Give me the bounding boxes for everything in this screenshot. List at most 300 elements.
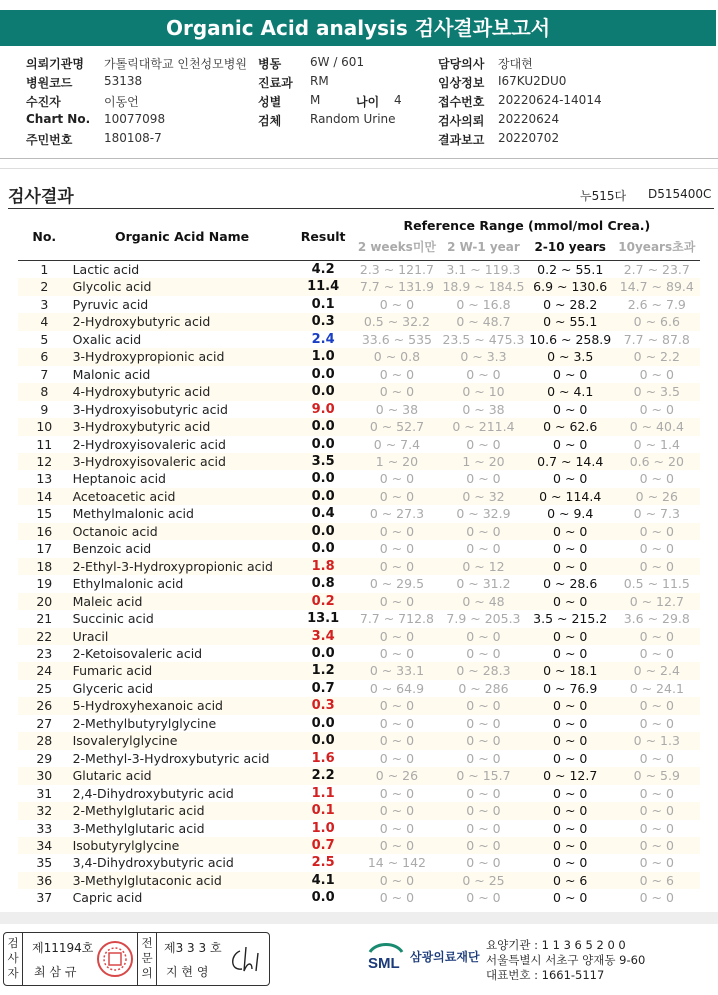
result-value: 1.0: [311, 820, 335, 836]
code-value: 53138: [104, 74, 143, 88]
ref-2weeks: 33.6 ~ 535: [361, 331, 432, 347]
subheader-10years: 10years초과: [618, 240, 696, 254]
result-value: 0.2: [293, 593, 354, 610]
specialist-name: 지 현 영: [166, 965, 209, 979]
result-value: 13.1: [307, 611, 340, 627]
ref-2weeks: 2.3 ~ 121.7: [359, 262, 434, 277]
table-row: [18, 820, 700, 837]
request-value: 20220624: [498, 112, 560, 126]
ref-2-10years: 0 ~ 0: [527, 523, 614, 540]
row-number: 33: [36, 820, 53, 836]
org-code: 요양기관 : 1 1 3 6 5 2 0 0: [486, 938, 626, 952]
row-number: 29: [36, 750, 53, 766]
ref-2w-1year: 0 ~ 0: [440, 697, 527, 714]
ref-2-10years: 0 ~ 0: [527, 593, 614, 610]
acid-name: Benzoic acid: [72, 541, 152, 557]
ref-10years: 0 ~ 2.2: [614, 348, 700, 365]
ref-2-10years: 0 ~ 28.6: [543, 576, 598, 592]
ward-label: 병동: [258, 57, 282, 71]
specialist-vertical-label: 전 문 의: [141, 936, 153, 980]
ref-10years: 0 ~ 26: [614, 488, 700, 505]
row-number: 37: [36, 890, 53, 906]
signature-box: [3, 932, 270, 986]
ref-2weeks: 0 ~ 26: [354, 767, 440, 784]
ref-2weeks: 0 ~ 0: [354, 488, 440, 505]
result-value: 11.4: [293, 278, 354, 295]
test-code: 누515다: [580, 189, 627, 203]
ref-2w-1year: 0 ~ 32.9: [456, 506, 511, 522]
result-value: 0.0: [311, 436, 335, 452]
row-number: 32: [18, 802, 71, 819]
ref-2weeks: 0 ~ 0: [379, 820, 415, 836]
acid-name: Uracil: [71, 628, 293, 645]
ref-2-10years: 0 ~ 76.9: [543, 680, 598, 696]
ref-10years: 0 ~ 40.4: [614, 418, 700, 435]
ref-2weeks: 7.7 ~ 131.9: [354, 278, 440, 295]
ref-10years: 2.7 ~ 23.7: [623, 262, 690, 277]
result-value: 0.1: [311, 296, 335, 312]
acid-name: 3-Hydroxypropionic acid: [71, 348, 293, 365]
ref-2weeks: 0 ~ 27.3: [369, 506, 425, 522]
row-number: 10: [18, 418, 71, 435]
divider: [0, 168, 718, 169]
table-row: [18, 750, 700, 767]
row-number: 25: [36, 680, 53, 696]
ref-2weeks: 0 ~ 38: [375, 401, 419, 417]
ref-2w-1year: 0 ~ 0: [466, 541, 501, 557]
ref-10years: 0 ~ 0: [614, 558, 700, 575]
row-number: 14: [18, 488, 71, 505]
table-row: [18, 662, 700, 679]
row-number: 36: [18, 872, 71, 889]
ref-2weeks: 14 ~ 142: [367, 855, 427, 871]
ref-2w-1year: 0 ~ 28.3: [440, 662, 527, 679]
org-address: 서울특별시 서초구 양재동 9-60: [486, 953, 646, 967]
ref-2-10years: 0 ~ 28.2: [543, 296, 598, 312]
code-label: 병원코드: [26, 76, 73, 90]
table-row: [18, 575, 700, 592]
ref-2w-1year: 0 ~ 211.4: [440, 418, 527, 435]
patient-info: [26, 55, 706, 150]
col-result: Result: [300, 228, 346, 244]
table-row: [18, 418, 700, 435]
table-row: [18, 540, 700, 557]
acid-name: 2-Methyl-3-Hydroxybutyric acid: [72, 750, 270, 766]
row-number: 18: [18, 558, 71, 575]
table-row: [18, 802, 700, 819]
ref-2w-1year: 23.5 ~ 475.3: [442, 331, 525, 347]
ref-2weeks: 7.7 ~ 712.8: [359, 611, 434, 627]
ref-10years: 0 ~ 2.4: [614, 662, 700, 679]
acid-name: Isovalerylglycine: [71, 732, 293, 749]
ref-2weeks: 0 ~ 0: [379, 296, 415, 312]
ref-2w-1year: 0 ~ 0: [466, 715, 501, 731]
ref-2weeks: 0 ~ 0: [354, 628, 440, 645]
ref-10years: 0 ~ 0: [639, 541, 674, 557]
result-value: 4.1: [293, 872, 354, 889]
table-row: [18, 488, 700, 505]
result-value: 2.4: [311, 331, 335, 347]
ref-2w-1year: 0 ~ 0: [466, 855, 501, 871]
ref-2w-1year: 7.9 ~ 205.3: [446, 611, 521, 627]
ref-2weeks: 0 ~ 0: [354, 523, 440, 540]
ref-10years: 0 ~ 0: [639, 401, 674, 417]
col-name: Organic Acid Name: [114, 228, 250, 244]
row-number: 8: [18, 383, 71, 400]
table-row: [18, 785, 700, 802]
acid-name: Maleic acid: [71, 593, 293, 610]
ref-2-10years: 10.6 ~ 258.9: [529, 331, 612, 347]
result-value: 0.0: [293, 418, 354, 435]
ref-10years: 0 ~ 6: [614, 872, 700, 889]
acid-name: 3-Methylglutaric acid: [72, 820, 205, 836]
ref-10years: 0 ~ 6.6: [614, 313, 700, 330]
ref-2w-1year: 0 ~ 0: [466, 471, 501, 487]
table-row: [18, 889, 700, 906]
ref-10years: 0 ~ 0: [614, 837, 700, 854]
row-number: 26: [18, 697, 71, 714]
result-value: 0.0: [311, 471, 335, 487]
table-row: [18, 278, 700, 295]
ref-2w-1year: 0 ~ 0: [466, 645, 501, 661]
ref-2weeks: 0 ~ 33.1: [354, 662, 440, 679]
ref-2weeks: 0 ~ 0: [379, 645, 415, 661]
table-row: [18, 697, 700, 714]
result-value: 1.1: [311, 785, 335, 801]
acid-name: 2-Ethyl-3-Hydroxypropionic acid: [71, 558, 293, 575]
ref-2weeks: 0 ~ 0: [379, 750, 415, 766]
ref-2w-1year: 0 ~ 0: [466, 750, 501, 766]
row-number: 15: [36, 506, 53, 522]
acid-name: 3,4-Dihydroxybutyric acid: [72, 855, 234, 871]
row-number: 22: [18, 628, 71, 645]
ref-10years: 0 ~ 0: [614, 802, 700, 819]
ref-10years: 0 ~ 0: [614, 523, 700, 540]
row-number: 21: [36, 611, 53, 627]
ref-2w-1year: 0 ~ 0: [440, 523, 527, 540]
divider: [0, 158, 718, 159]
acid-name: 3-Hydroxyisovaleric acid: [71, 453, 293, 470]
result-value: 1.2: [293, 662, 354, 679]
ref-2weeks: 0 ~ 52.7: [354, 418, 440, 435]
ref-2w-1year: 0 ~ 0: [466, 820, 501, 836]
ref-2w-1year: 3.1 ~ 119.3: [446, 262, 521, 277]
acid-name: Glycolic acid: [71, 278, 293, 295]
ref-2weeks: 0 ~ 29.5: [369, 576, 425, 592]
ref-2-10years: 0.2 ~ 55.1: [537, 262, 604, 277]
chart-label: Chart No.: [26, 112, 91, 126]
table-row: [18, 680, 700, 697]
ref-2w-1year: 0 ~ 16.8: [456, 296, 511, 312]
ref-10years: 0 ~ 0: [614, 628, 700, 645]
ref-2w-1year: 0 ~ 0: [440, 732, 527, 749]
result-value: 0.3: [293, 697, 354, 714]
table-row: [18, 296, 700, 313]
org-info: [486, 938, 645, 983]
ref-2-10years: 6.9 ~ 130.6: [527, 278, 614, 295]
ref-10years: 7.7 ~ 87.8: [623, 331, 690, 347]
dept-label: 진료과: [258, 76, 293, 90]
result-value: 0.0: [293, 523, 354, 540]
ref-2weeks: 0 ~ 0: [379, 471, 415, 487]
collector-value: 이동언: [104, 95, 139, 109]
ref-2-10years: 0 ~ 0: [527, 558, 614, 575]
result-value: 0.8: [311, 576, 335, 592]
ref-2-10years: 0 ~ 0: [527, 628, 614, 645]
row-number: 35: [36, 855, 53, 871]
table-row: [18, 715, 700, 732]
table-row: [18, 628, 700, 645]
table-row: [18, 593, 700, 610]
table-row: [18, 645, 700, 662]
results-body: [18, 261, 700, 907]
subheader-2w-1year: 2 W-1 year: [447, 239, 520, 254]
ref-2weeks: 0 ~ 64.9: [369, 680, 425, 696]
report-value: 20220702: [498, 131, 560, 145]
row-number: 17: [36, 541, 53, 557]
subheader-2weeks: 2 weeks미만: [357, 240, 437, 254]
acid-name: 2-Methylglutaric acid: [71, 802, 293, 819]
ref-2w-1year: 0 ~ 31.2: [456, 576, 511, 592]
ref-2weeks: 0 ~ 0: [379, 366, 415, 382]
acid-name: 2,4-Dihydroxybutyric acid: [72, 785, 234, 801]
dept-value: RM: [310, 74, 329, 88]
ref-2-10years: 3.5 ~ 215.2: [533, 611, 608, 627]
ref-2w-1year: 0 ~ 10: [440, 383, 527, 400]
ref-2w-1year: 0 ~ 0: [466, 890, 501, 906]
request-label: 검사의뢰: [438, 114, 485, 128]
id-value: 180108-7: [104, 131, 162, 145]
ref-2w-1year: 0 ~ 15.7: [440, 767, 527, 784]
table-row: [18, 261, 700, 279]
sml-logo-icon: [366, 940, 406, 972]
acid-name: 3-Hydroxybutyric acid: [71, 418, 293, 435]
acid-name: 2-Hydroxybutyric acid: [71, 313, 293, 330]
ref-2weeks: 0 ~ 0: [354, 802, 440, 819]
table-row: [18, 348, 700, 365]
result-value: 0.0: [293, 383, 354, 400]
ref-2w-1year: 0 ~ 38: [462, 401, 505, 417]
result-value: 1.8: [293, 558, 354, 575]
ref-10years: 0 ~ 0: [614, 697, 700, 714]
ref-2-10years: 0 ~ 62.6: [527, 418, 614, 435]
seal-stamp: [96, 939, 134, 979]
ref-2-10years: 0 ~ 0: [553, 750, 588, 766]
ref-2weeks: 1 ~ 20: [354, 453, 440, 470]
ref-2weeks: 0 ~ 7.4: [373, 436, 421, 452]
ref-2-10years: 0 ~ 6: [527, 872, 614, 889]
signature: [226, 941, 264, 977]
acid-name: Ethylmalonic acid: [72, 576, 184, 592]
result-value: 0.0: [311, 645, 335, 661]
ref-2-10years: 0 ~ 0: [553, 855, 588, 871]
test-code-2: D515400C: [648, 187, 712, 201]
result-value: 0.0: [311, 366, 335, 382]
table-row: [18, 610, 700, 627]
ref-2-10years: 0 ~ 0: [553, 366, 588, 382]
ref-10years: 0.6 ~ 20: [614, 453, 700, 470]
row-number: 3: [40, 296, 49, 312]
row-number: 1: [40, 262, 49, 277]
ref-2weeks: 0 ~ 0: [379, 890, 415, 906]
ref-2-10years: 0 ~ 0: [527, 837, 614, 854]
ref-2-10years: 0 ~ 55.1: [527, 313, 614, 330]
specimen-value: Random Urine: [310, 112, 396, 126]
ref-2w-1year: 0 ~ 286: [458, 680, 509, 696]
table-row: [18, 470, 700, 487]
ref-2-10years: 0 ~ 0: [553, 785, 588, 801]
section-title: 검사결과: [8, 187, 74, 207]
table-row: [18, 854, 700, 871]
row-number: 16: [18, 523, 71, 540]
ref-2w-1year: 0 ~ 25: [440, 872, 527, 889]
acid-name: Glyceric acid: [72, 680, 154, 696]
acid-name: 3-Methylglutaconic acid: [71, 872, 293, 889]
table-row: [18, 767, 700, 784]
ref-2-10years: 0 ~ 0: [527, 697, 614, 714]
ref-2weeks: 0 ~ 0: [354, 697, 440, 714]
ref-10years: 0 ~ 0: [639, 471, 674, 487]
ref-2-10years: 0.7 ~ 14.4: [527, 453, 614, 470]
row-number: 27: [36, 715, 53, 731]
row-number: 4: [18, 313, 71, 330]
doctor-value: 장대현: [498, 57, 533, 71]
acid-name: Succinic acid: [72, 611, 154, 627]
ref-2-10years: 0 ~ 18.1: [527, 662, 614, 679]
results-table-wrap: [18, 215, 700, 907]
age-label: 나이: [356, 95, 380, 109]
ref-10years: 0 ~ 3.5: [614, 383, 700, 400]
acid-name: 2-Hydroxyisovaleric acid: [72, 436, 226, 452]
ref-2-10years: 0 ~ 0: [553, 471, 588, 487]
clinical-value: I67KU2DU0: [498, 74, 567, 88]
row-number: 19: [36, 576, 53, 592]
ref-2-10years: 0 ~ 0: [553, 645, 588, 661]
ref-10years: 0 ~ 24.1: [629, 680, 684, 696]
ref-2weeks: 0 ~ 0: [379, 715, 415, 731]
ref-2weeks: 0 ~ 0: [379, 785, 415, 801]
row-number: 34: [18, 837, 71, 854]
table-row: [18, 331, 700, 348]
row-number: 6: [18, 348, 71, 365]
result-value: 0.0: [293, 488, 354, 505]
acid-name: Lactic acid: [72, 262, 140, 277]
table-row: [18, 837, 700, 854]
ref-10years: 0 ~ 7.3: [633, 506, 680, 522]
subheader-2-10years: 2-10 years: [534, 239, 606, 254]
ref-2weeks: 0 ~ 0: [379, 541, 415, 557]
table-row: [18, 558, 700, 575]
ref-10years: 0 ~ 0: [639, 750, 674, 766]
acid-name: 2-Methylbutyrylglycine: [72, 715, 217, 731]
table-row: [18, 732, 700, 749]
acid-name: Malonic acid: [72, 366, 151, 382]
acid-name: Glutaric acid: [71, 767, 293, 784]
receipt-label: 접수번호: [438, 95, 485, 109]
tester-vertical-label: 검 사 자: [7, 936, 19, 980]
ref-2-10years: 0 ~ 3.5: [527, 348, 614, 365]
chart-value: 10077098: [104, 112, 166, 126]
acid-name: Octanoic acid: [71, 523, 293, 540]
doctor-label: 담당의사: [438, 57, 485, 71]
ref-2-10years: 0 ~ 0: [527, 732, 614, 749]
ref-10years: 0 ~ 0: [639, 785, 674, 801]
ref-2-10years: 0 ~ 0: [553, 401, 588, 417]
specimen-label: 검체: [258, 114, 282, 128]
ref-10years: 0 ~ 0: [639, 366, 674, 382]
divider: [8, 208, 714, 209]
ref-2-10years: 0 ~ 4.1: [527, 383, 614, 400]
ref-2weeks: 0 ~ 0: [354, 732, 440, 749]
ref-2w-1year: 1 ~ 20: [440, 453, 527, 470]
footer-band: [0, 912, 718, 924]
row-number: 31: [36, 785, 53, 801]
ref-2w-1year: 0 ~ 0: [440, 837, 527, 854]
ref-2w-1year: 0 ~ 0: [466, 436, 501, 452]
result-value: 0.7: [293, 837, 354, 854]
ref-2weeks: 0 ~ 0: [354, 872, 440, 889]
table-row: [18, 383, 700, 400]
ref-10years: 0 ~ 1.3: [614, 732, 700, 749]
age-value: 4: [394, 93, 402, 107]
row-number: 13: [36, 471, 53, 487]
ref-10years: 0 ~ 0: [639, 645, 674, 661]
specialist-license: 제3 3 3 호: [164, 941, 222, 955]
acid-name: 2-Ketoisovaleric acid: [72, 645, 203, 661]
ref-2weeks: 0.5 ~ 32.2: [354, 313, 440, 330]
result-value: 0.1: [293, 802, 354, 819]
ref-2w-1year: 0 ~ 32: [440, 488, 527, 505]
tester-license: 제11194호: [32, 941, 94, 955]
result-value: 1.6: [311, 750, 335, 766]
result-value: 2.2: [293, 767, 354, 784]
ref-2weeks: 0 ~ 0: [354, 837, 440, 854]
row-number: 24: [18, 662, 71, 679]
col-no: No.: [32, 228, 57, 244]
result-value: 0.7: [311, 680, 335, 696]
result-value: 0.4: [311, 506, 335, 522]
result-value: 4.2: [311, 262, 335, 277]
acid-name: 4-Hydroxybutyric acid: [71, 383, 293, 400]
ref-10years: 0 ~ 0: [639, 890, 674, 906]
acid-name: 3-Hydroxyisobutyric acid: [72, 401, 228, 417]
ref-2w-1year: 0 ~ 0: [466, 366, 501, 382]
ref-2w-1year: 0 ~ 48: [440, 593, 527, 610]
ref-2-10years: 0 ~ 0: [553, 820, 588, 836]
sex-value: M: [310, 93, 321, 107]
acid-name: 5-Hydroxyhexanoic acid: [71, 697, 293, 714]
result-value: 0.3: [293, 313, 354, 330]
sex-label: 성별: [258, 95, 282, 109]
result-value: 3.4: [293, 628, 354, 645]
row-number: 30: [18, 767, 71, 784]
collector-label: 수진자: [26, 95, 61, 109]
acid-name: Capric acid: [72, 890, 143, 906]
ref-2w-1year: 18.9 ~ 184.5: [440, 278, 527, 295]
row-number: 5: [40, 331, 49, 347]
col-reference: Reference Range (mmol/mol Crea.): [403, 218, 651, 233]
ref-2w-1year: 0 ~ 0: [466, 785, 501, 801]
table-row: [18, 505, 700, 522]
result-value: 0.0: [311, 890, 335, 906]
row-number: 2: [18, 278, 71, 295]
table-row: [18, 401, 700, 418]
report-title: Organic Acid analysis 검사결과보고서: [0, 10, 716, 46]
ref-10years: 3.6 ~ 29.8: [623, 611, 690, 627]
ref-2-10years: 0 ~ 12.7: [527, 767, 614, 784]
ref-10years: 0 ~ 1.4: [633, 436, 680, 452]
table-row: [18, 313, 700, 330]
